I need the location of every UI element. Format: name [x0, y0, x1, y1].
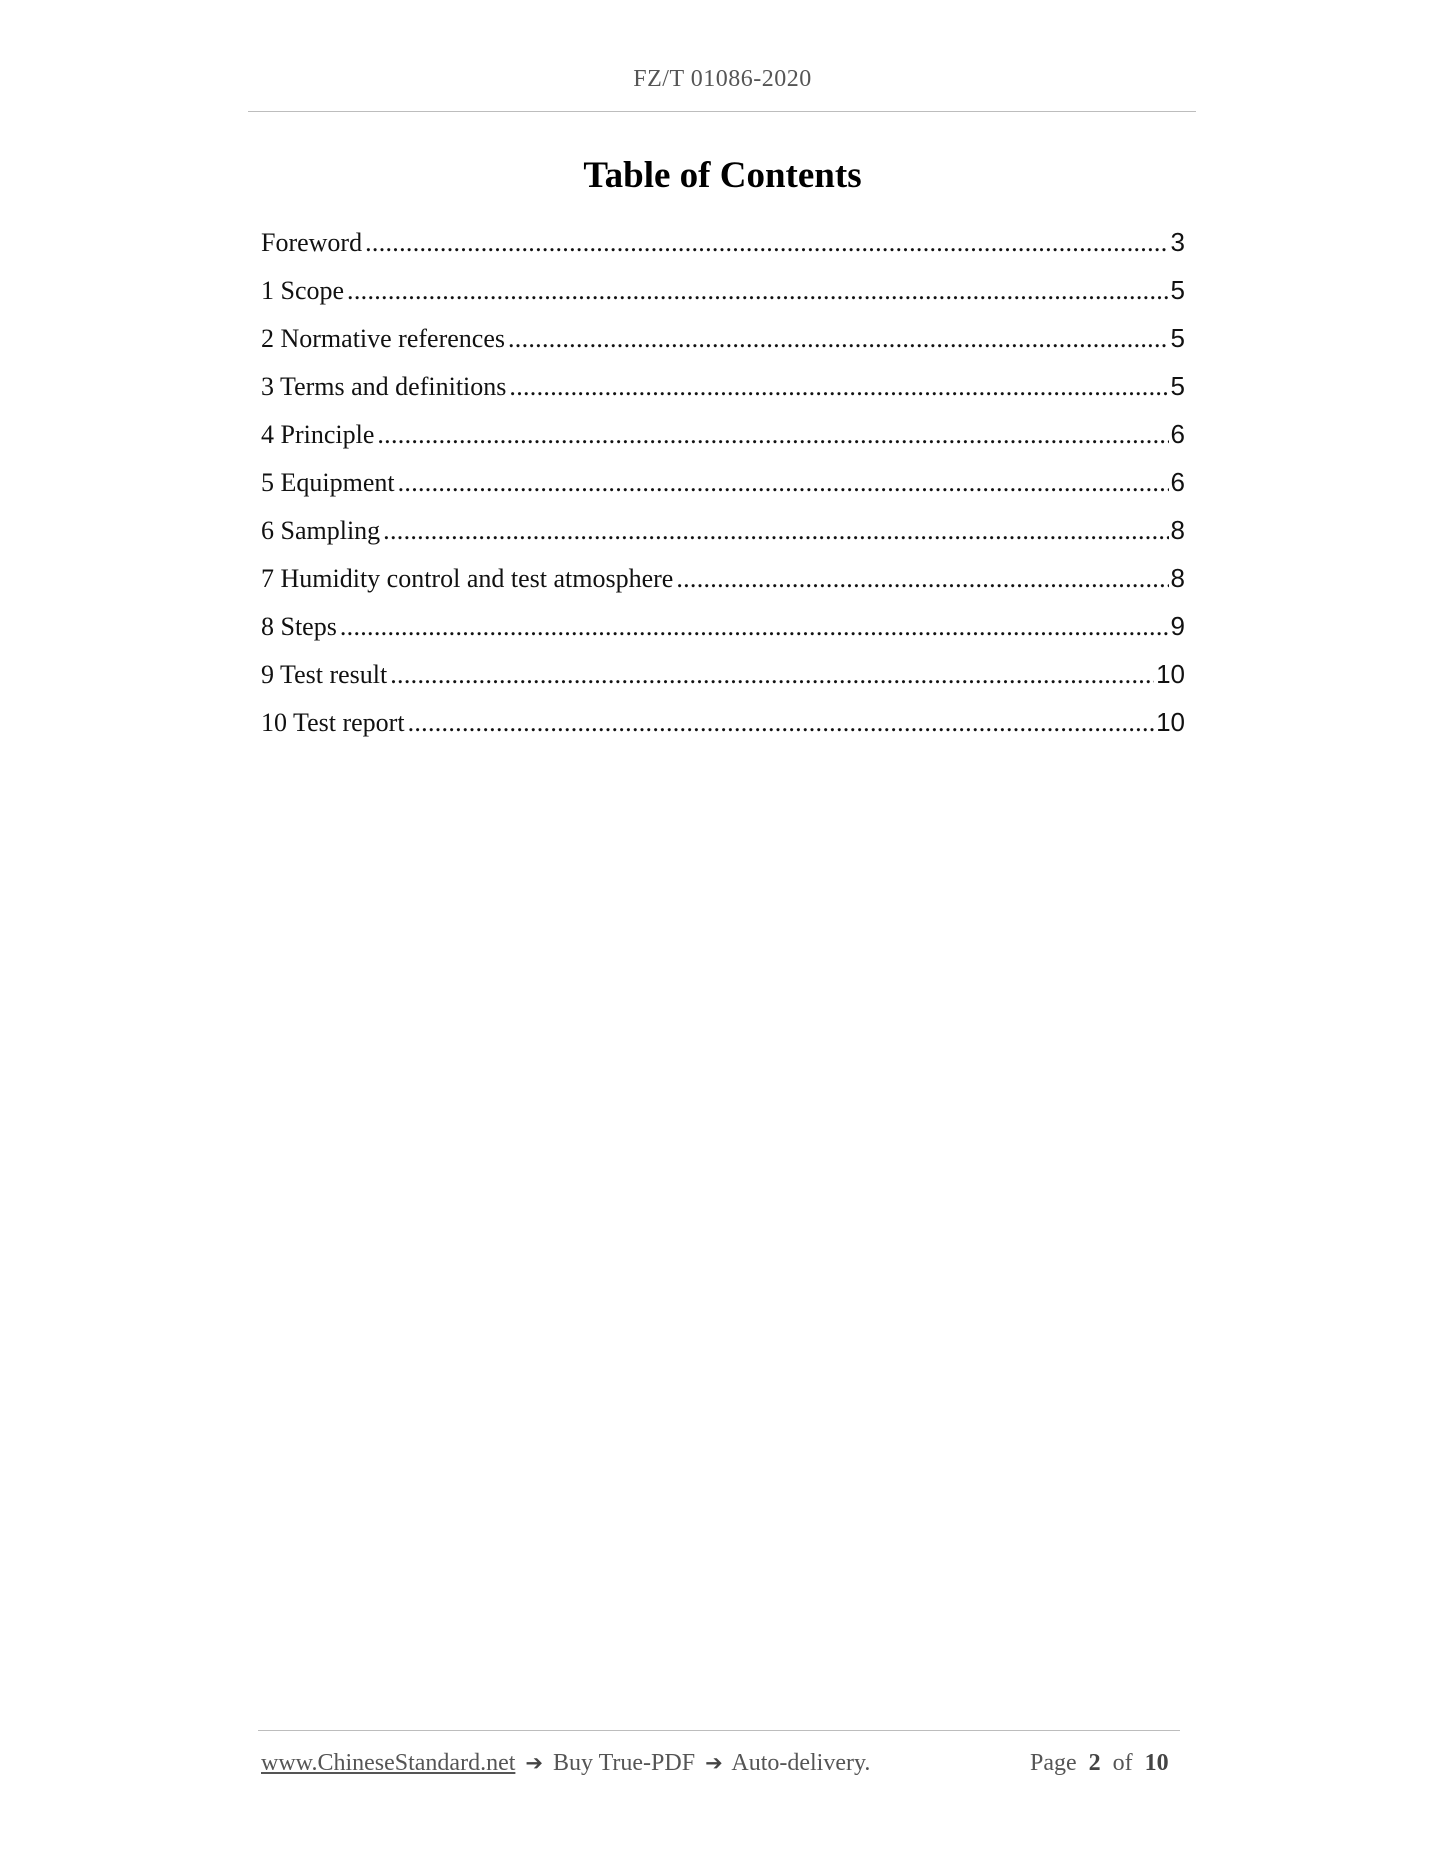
arrow-right-icon: ➔	[525, 1751, 543, 1775]
toc-entry-label: 10 Test report	[261, 708, 405, 737]
toc-entry-label: 8 Steps	[261, 612, 337, 641]
toc-entry-page: 9	[1170, 611, 1185, 641]
toc-entry-test-report[interactable]	[261, 702, 1185, 750]
toc-dot-leader	[508, 319, 1169, 359]
toc-entry-label: 2 Normative references	[261, 324, 505, 353]
toc-entry-page: 10	[1156, 707, 1185, 737]
header-divider	[248, 111, 1196, 112]
toc-entry-label: 7 Humidity control and test atmosphere	[261, 564, 674, 593]
toc-entry-label: 9 Test result	[261, 660, 388, 689]
toc-entry-page: 10	[1156, 659, 1185, 689]
chinesestandard-link[interactable]: www.ChineseStandard.net	[261, 1750, 516, 1776]
toc-entry-steps[interactable]	[261, 606, 1185, 654]
toc-entry-page: 8	[1170, 563, 1185, 593]
toc-entry-test-result[interactable]	[261, 654, 1185, 702]
toc-dot-leader	[398, 463, 1169, 503]
toc-entry-foreword[interactable]	[261, 222, 1185, 270]
toc-entry-terms-and-definitions[interactable]	[261, 366, 1185, 414]
buy-true-pdf-text: Buy True-PDF	[553, 1750, 696, 1776]
toc-entry-page: 5	[1170, 275, 1185, 305]
document-code-header: FZ/T 01086-2020	[633, 66, 812, 92]
toc-dot-leader	[509, 367, 1168, 407]
toc-entry-label: 1 Scope	[261, 276, 345, 305]
toc-entry-principle[interactable]	[261, 414, 1185, 462]
toc-entry-normative-references[interactable]	[261, 318, 1185, 366]
toc-entry-page: 6	[1170, 467, 1185, 497]
auto-delivery-text: Auto-delivery.	[731, 1750, 871, 1776]
toc-title: Table of Contents	[583, 155, 862, 196]
page-of-label: of	[1112, 1750, 1133, 1776]
toc-dot-leader	[347, 271, 1168, 311]
toc-entry-page: 3	[1170, 227, 1185, 257]
toc-entry-label: Foreword	[261, 228, 363, 257]
toc-entry-page: 6	[1170, 419, 1185, 449]
toc-entry-humidity-control[interactable]	[261, 558, 1185, 606]
toc-entry-label: 6 Sampling	[261, 516, 381, 545]
toc-entry-page: 8	[1170, 515, 1185, 545]
toc-dot-leader	[340, 607, 1169, 647]
toc-entry-equipment[interactable]	[261, 462, 1185, 510]
total-pages-number: 10	[1144, 1750, 1169, 1776]
arrow-right-icon: ➔	[705, 1751, 723, 1775]
toc-list	[261, 222, 1185, 750]
toc-entry-label: 4 Principle	[261, 420, 375, 449]
toc-dot-leader	[408, 703, 1155, 743]
current-page-number: 2	[1088, 1750, 1101, 1776]
toc-entry-label: 3 Terms and definitions	[261, 372, 507, 401]
footer-promo	[261, 1750, 870, 1777]
toc-dot-leader	[676, 559, 1168, 599]
page-label: Page	[1030, 1750, 1077, 1776]
toc-entry-sampling[interactable]	[261, 510, 1185, 558]
toc-entry-page: 5	[1170, 323, 1185, 353]
toc-dot-leader	[390, 655, 1154, 695]
toc-entry-scope[interactable]	[261, 270, 1185, 318]
page-indicator	[1030, 1750, 1175, 1777]
footer-divider	[258, 1730, 1180, 1731]
toc-dot-leader	[365, 223, 1168, 263]
toc-dot-leader	[377, 415, 1168, 455]
toc-entry-page: 5	[1170, 371, 1185, 401]
toc-entry-label: 5 Equipment	[261, 468, 395, 497]
toc-dot-leader	[383, 511, 1168, 551]
